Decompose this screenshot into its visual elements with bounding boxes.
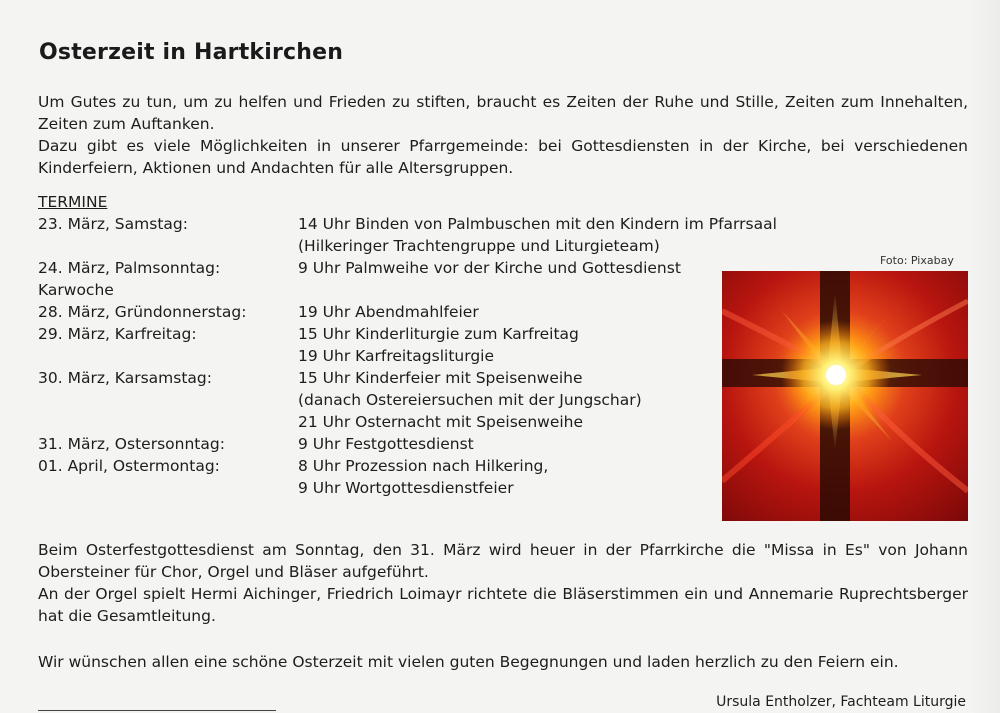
- intro-paragraph: Dazu gibt es viele Möglichkeiten in unserer Pfarrgemeinde: bei Gottesdiensten in der Kirche, bei verschiedenen Kinderfeiern, Aktionen und Andachten für alle Altersgruppen.: [38, 137, 968, 177]
- schedule-event: 9 Uhr Festgottesdienst: [298, 435, 474, 453]
- schedule-event: 15 Uhr Kinderliturgie zum Karfreitag: [298, 325, 579, 343]
- photo-credit: Foto: Pixabay: [880, 254, 954, 267]
- schedule-date: 01. April, Ostermontag:: [38, 457, 220, 475]
- outro-paragraph: Beim Osterfestgottesdienst am Sonntag, den 31. März wird heuer in der Pfarrkirche die "Missa in Es" von Johann Obersteiner für Chor, Orgel und Bläser aufgeführt.: [38, 541, 968, 581]
- schedule-date: 28. März, Gründonnerstag:: [38, 303, 247, 321]
- schedule-date: Karwoche: [38, 281, 114, 299]
- schedule-date: 23. März, Samstag:: [38, 215, 188, 233]
- schedule-event: 21 Uhr Osternacht mit Speisenweihe: [298, 413, 584, 431]
- cross-light-icon: [722, 271, 968, 521]
- schedule-date: 31. März, Ostersonntag:: [38, 435, 225, 453]
- intro-paragraph: Um Gutes zu tun, um zu helfen und Frieden zu stiften, braucht es Zeiten der Ruhe und Stille, Zeiten zum Innehalten, Zeiten zum Auftanken.: [38, 93, 968, 133]
- schedule-event: 8 Uhr Prozession nach Hilkering,: [298, 457, 549, 475]
- page-title: Osterzeit in Hartkirchen: [39, 40, 344, 65]
- schedule-date: 29. März, Karfreitag:: [38, 325, 197, 343]
- schedule-date: 30. März, Karsamstag:: [38, 369, 212, 387]
- signature: Ursula Entholzer, Fachteam Liturgie: [716, 694, 966, 710]
- concert-text: [38, 539, 968, 627]
- schedule-event: 9 Uhr Palmweihe vor der Kirche und Gottesdienst: [298, 259, 681, 277]
- intro-text: [38, 91, 968, 179]
- schedule-event: (Hilkeringer Trachtengruppe und Liturgieteam): [298, 237, 660, 255]
- footer-rule: [38, 710, 276, 711]
- schedule-event: 14 Uhr Binden von Palmbuschen mit den Kindern im Pfarrsaal: [298, 215, 777, 233]
- closing-wish: Wir wünschen allen eine schöne Osterzeit mit vielen guten Begegnungen und laden herzlich zu den Feiern ein.: [38, 653, 899, 671]
- schedule-event: (danach Ostereiersuchen mit der Jungschar): [298, 391, 642, 409]
- scan-edge: [970, 0, 1000, 713]
- glowing-cross-image: [722, 271, 968, 521]
- schedule-event: 15 Uhr Kinderfeier mit Speisenweihe: [298, 369, 583, 387]
- outro-paragraph: An der Orgel spielt Hermi Aichinger, Friedrich Loimayr richtete die Bläserstimmen ein und Annemarie Ruprechtsberger hat die Gesamtleitung.: [38, 585, 968, 625]
- schedule-event: 19 Uhr Abendmahlfeier: [298, 303, 479, 321]
- schedule-event: 19 Uhr Karfreitagsliturgie: [298, 347, 494, 365]
- schedule-date: 24. März, Palmsonntag:: [38, 259, 221, 277]
- schedule-heading: TERMINE: [38, 193, 108, 211]
- schedule-event: 9 Uhr Wortgottesdienstfeier: [298, 479, 514, 497]
